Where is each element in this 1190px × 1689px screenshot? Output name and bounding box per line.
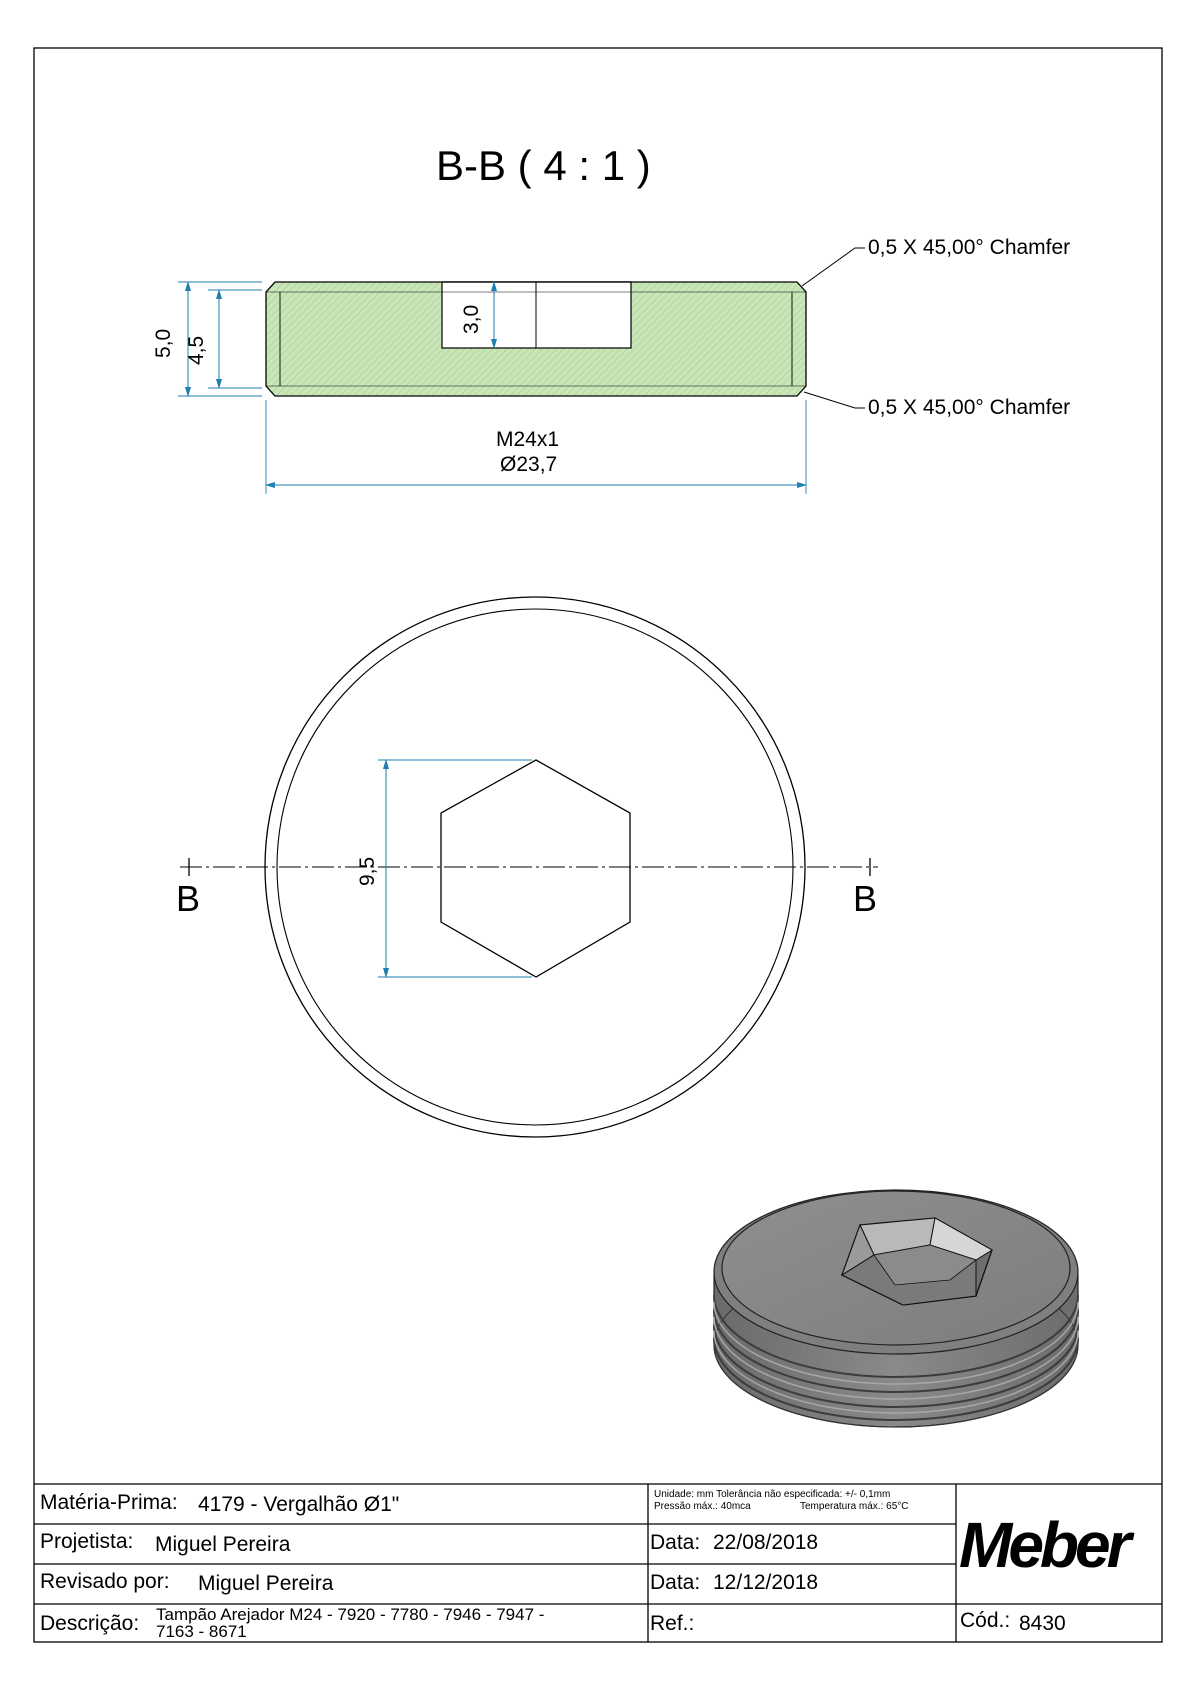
projetista-label: Projetista: xyxy=(40,1530,134,1553)
diameter-label: Ø23,7 xyxy=(500,453,558,476)
data2-value: 12/12/2018 xyxy=(713,1571,819,1594)
cod-value: 8430 xyxy=(1019,1612,1066,1635)
descricao-line2: 7163 - 8671 xyxy=(156,1622,247,1641)
projetista-value: Miguel Pereira xyxy=(155,1533,291,1556)
thread-spec-label: M24x1 xyxy=(496,428,560,451)
chamfer-leader-bottom xyxy=(804,392,865,408)
cut-label-left: B xyxy=(176,878,201,919)
meber-logo: Meber xyxy=(959,1509,1128,1581)
revisado-value: Miguel Pereira xyxy=(198,1572,334,1595)
chamfer-label-top: 0,5 X 45,00° Chamfer xyxy=(868,236,1071,259)
dim-total-height: 5,0 xyxy=(152,328,175,358)
descricao-label: Descrição: xyxy=(40,1612,140,1635)
chamfer-label-bottom: 0,5 X 45,00° Chamfer xyxy=(868,396,1071,419)
data2-label: Data: xyxy=(650,1571,701,1594)
materia-label: Matéria-Prima: xyxy=(40,1491,178,1514)
unit-note-line2b: Temperatura máx.: 65°C xyxy=(800,1501,909,1512)
cut-label-right: B xyxy=(853,878,878,919)
dim-hex-depth: 3,0 xyxy=(460,304,483,334)
section-title: B-B ( 4 : 1 ) xyxy=(436,142,651,189)
data1-value: 22/08/2018 xyxy=(713,1531,819,1554)
revisado-label: Revisado por: xyxy=(40,1570,170,1593)
ref-label: Ref.: xyxy=(650,1612,695,1635)
materia-value: 4179 - Vergalhão Ø1" xyxy=(198,1493,400,1516)
cod-label: Cód.: xyxy=(960,1609,1011,1632)
plan-view xyxy=(180,597,878,1137)
data1-label: Data: xyxy=(650,1531,701,1554)
chamfer-leader-top xyxy=(802,248,865,286)
iso-render xyxy=(714,1190,1078,1427)
descricao-line1: Tampão Arejador M24 - 7920 - 7780 - 7946 - 7947 - xyxy=(156,1605,545,1624)
dim-thread-height: 4,5 xyxy=(185,335,208,365)
hex-socket xyxy=(441,760,630,977)
unit-note-line2: Pressão máx.: 40mca xyxy=(654,1501,751,1512)
dim-hex-size: 9,5 xyxy=(356,856,379,886)
unit-note-line1: Unidade: mm Tolerância não especificada: +/- 0,1mm xyxy=(654,1489,891,1500)
